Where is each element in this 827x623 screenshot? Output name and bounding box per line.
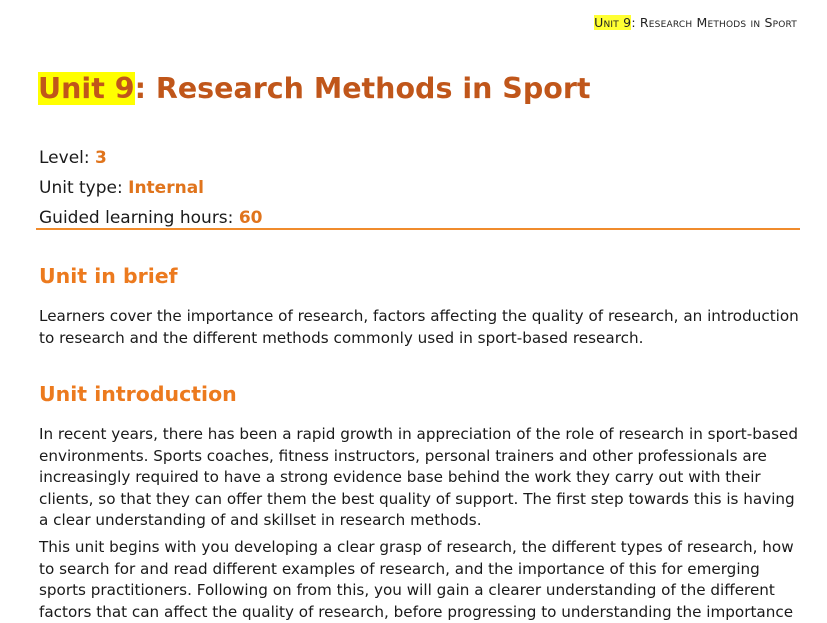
running-header-title: : Research Methods in Sport [631,15,797,30]
page-title [38,70,591,108]
meta-guided-hours-value: 60 [238,208,263,228]
section-divider [36,228,800,230]
meta-unit-type-value: Internal [128,178,204,198]
meta-unit-type [39,173,262,203]
unit-introduction-paragraph-1: In recent years, there has been a rapid growth in appreciation of the role of research in sport-based environments. Sports coaches, fitness instructors, personal trainers and other professionals are increasingly required to have a strong evidence base behind the work they carry out with their clients, so that they can offer them the best quality of support. The first step towards this is having a clear understanding of and skillset in research methods. [39,425,799,529]
page-title-text: : Research Methods in Sport [134,72,591,105]
unit-meta [39,143,262,233]
meta-level-label: Level: [39,148,96,168]
unit-introduction-heading: Unit introduction [39,382,237,406]
unit-in-brief-text: Learners cover the importance of research, factors affecting the quality of research, an introduction to research and the different methods commonly used in sport-based research. [39,307,799,347]
meta-guided-hours-label: Guided learning hours: [39,208,239,228]
meta-level [39,143,262,173]
meta-level-value: 3 [95,148,107,168]
running-header [594,15,797,30]
unit-introduction-paragraph-2: This unit begins with you developing a clear grasp of research, the different types of research, how to search for and read different examples of research, and the importance of this for emerging sports practitioners. Following on from this, you will gain a clearer understanding of the different factors that can affect the quality of research, before progressing to understanding the importance [39,538,794,621]
page-title-unit: Unit 9 [38,72,135,105]
running-header-unit: Unit 9 [594,15,632,30]
unit-in-brief-heading: Unit in brief [39,264,178,288]
meta-unit-type-label: Unit type: [39,178,129,198]
